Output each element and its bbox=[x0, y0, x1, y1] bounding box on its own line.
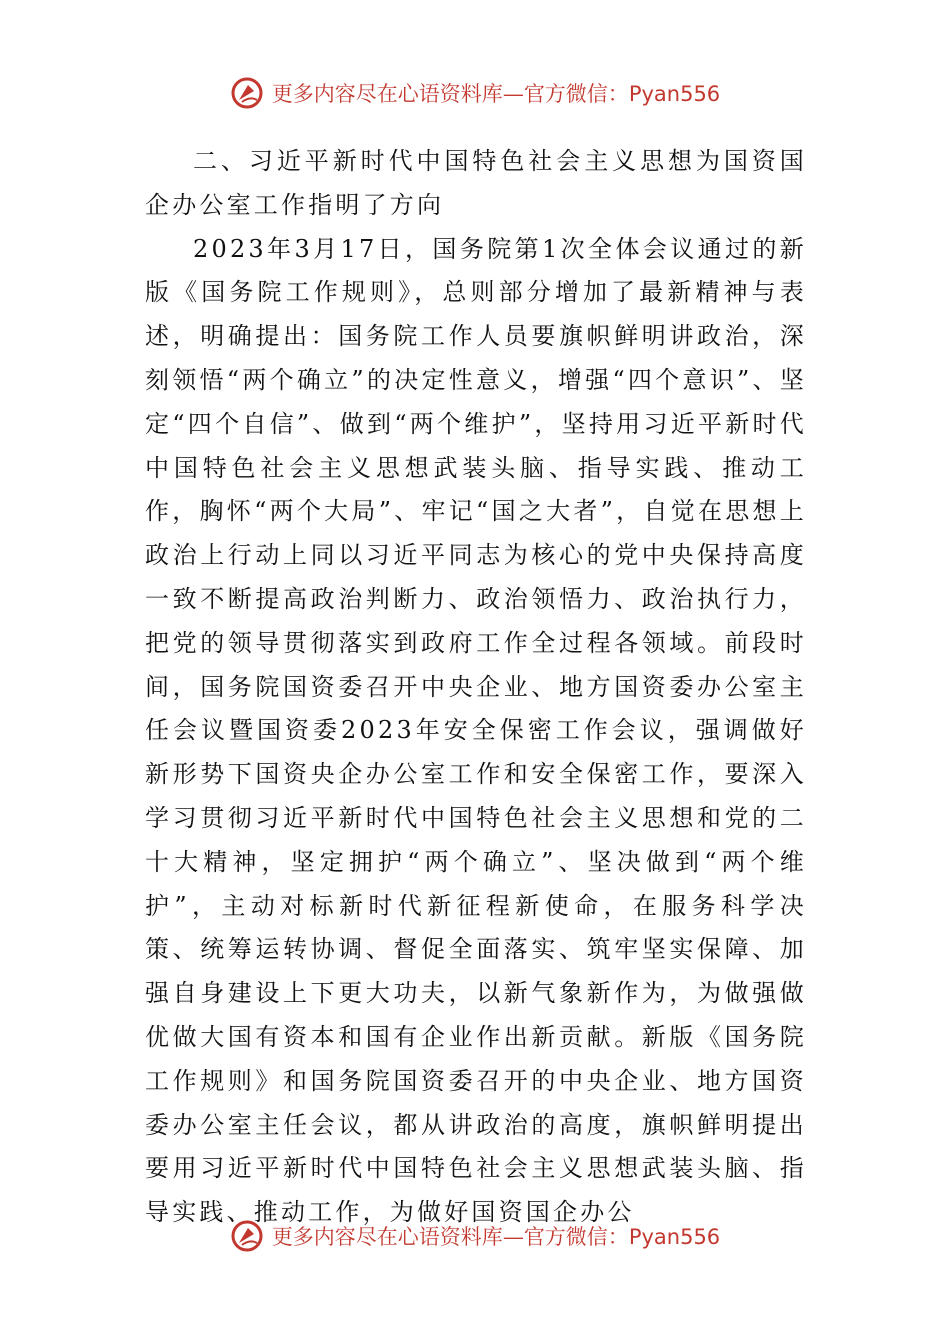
watermark-text bbox=[272, 1221, 720, 1251]
watermark-separator: — bbox=[502, 1225, 524, 1249]
footer-watermark-banner bbox=[0, 1214, 950, 1258]
body-paragraph: 2023年3月17日，国务院第1次全体会议通过的新版《国务院工作规则》，总则部分增加了最新精神与表述，明确提出：国务院工作人员要旗帜鲜明讲政治，深刻领悟“两个确立”的决定性意义，增强“四个意识”、坚定“四个自信”、做到“两个维护”，坚持用习近平新时代中国特色社会主义思想武装头脑、指导实践、推动工作，胸怀“两个大局”、牢记“国之大者”，自觉在思想上政治上行动上同以习近平同志为核心的党中央保持高度一致不断提高政治判断力、政治领悟力、政治执行力，把党的领导贯彻落实到政府工作全过程各领域。前段时间，国务院国资委召开中央企业、地方国资委办公室主任会议暨国资委2023年安全保密工作会议，强调做好新形势下国资央企办公室工作和安全保密工作，要深入学习贯彻习近平新时代中国特色社会主义思想和党的二十大精神，坚定拥护“两个确立”、坚决做到“两个维护”，主动对标新时代新征程新使命，在服务科学决策、统筹运转协调、督促全面落实、筑牢坚实保障、加强自身建设上下更大功夫，以新气象新作为，为做强做优做大国有资本和国有企业作出新贡献。新版《国务院工作规则》和国务院国资委召开的中央企业、地方国资委办公室主任会议，都从讲政治的高度，旗帜鲜明提出要用习近平新时代中国特色社会主义思想武装头脑、指导实践、推动工作，为做好国资国企办公 bbox=[145, 234, 807, 1227]
watermark-text bbox=[272, 78, 720, 108]
wechat-id: Pyan556 bbox=[628, 82, 721, 106]
watermark-separator: — bbox=[502, 82, 524, 106]
brand-logo-icon bbox=[230, 1219, 264, 1253]
header-watermark-banner bbox=[0, 71, 950, 115]
document-body bbox=[145, 140, 807, 1235]
brand-logo-icon bbox=[230, 76, 264, 110]
watermark-main-text: 更多内容尽在心语资料库 bbox=[271, 1225, 503, 1249]
section-heading: 二、习近平新时代中国特色社会主义思想为国资国企办公室工作指明了方向 bbox=[145, 147, 807, 219]
wechat-label: 官方微信： bbox=[523, 82, 629, 106]
wechat-id: Pyan556 bbox=[628, 1225, 721, 1249]
watermark-main-text: 更多内容尽在心语资料库 bbox=[271, 82, 503, 106]
wechat-label: 官方微信： bbox=[523, 1225, 629, 1249]
